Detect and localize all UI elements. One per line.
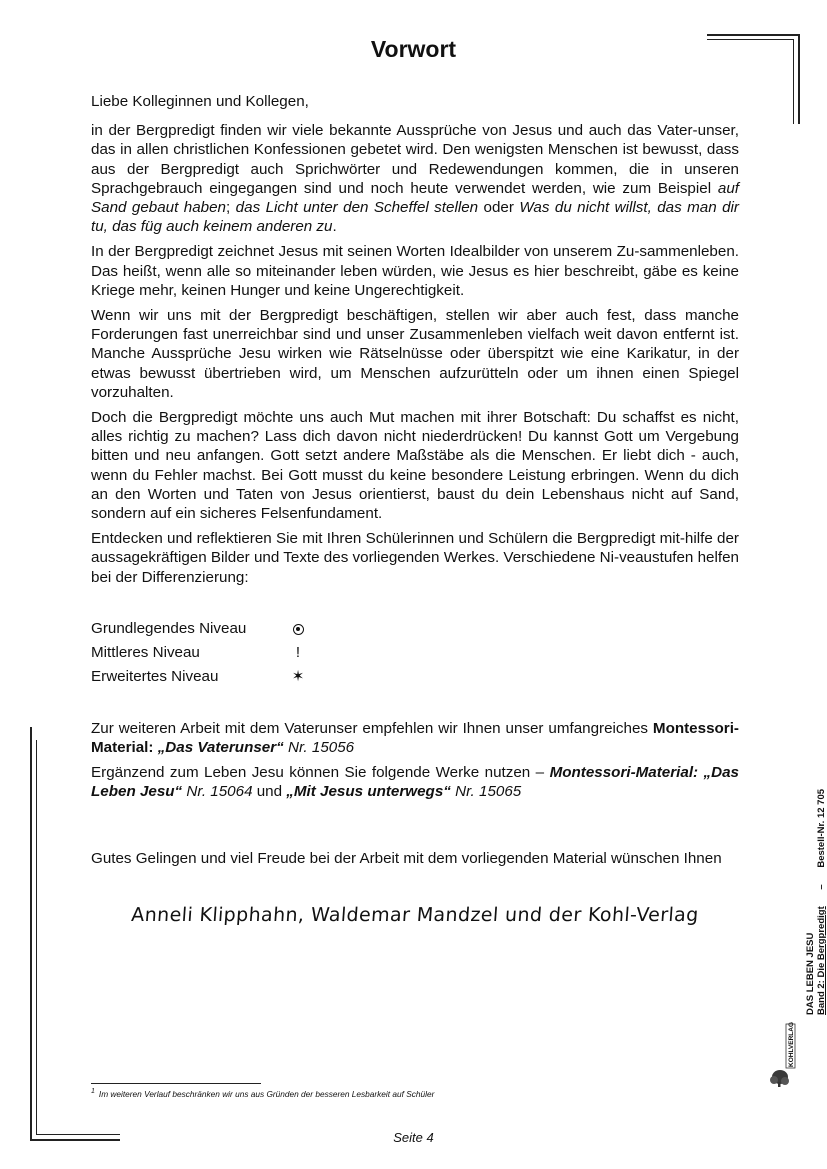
- series-band-row: [816, 785, 827, 1015]
- closing: [91, 849, 739, 868]
- paragraph-3: Wenn wir uns mit der Bergpredigt beschäftigen, stellen wir aber auch fest, dass manche Forderungen fast unerreichbar sind und unser Zusammenleben vielfach weit davon entfernt ist. Manche Aussprüche Jesu wirken wie Rätselnüsse oder überspitzt wie eine Karikatur, in der etwas bewusst übertrieben wird, um Menschen aufzurütteln oder um ihnen einen Spiegel vorzuhalten.: [91, 307, 739, 401]
- text-run: Nr. 15065: [450, 783, 522, 801]
- text-run: das Licht unter den Scheffel stellen: [235, 199, 479, 217]
- frame-bottom-left-v1: [30, 727, 32, 1140]
- level-basic-label: Grundlegendes Niveau: [91, 620, 247, 638]
- paragraph-1: [91, 121, 739, 236]
- text-run: .: [332, 218, 337, 236]
- series-separator: –: [816, 884, 827, 890]
- series-sidebar: [805, 785, 827, 1015]
- text-run: in der Bergpredigt finden wir viele bekannte Aussprüche von Jesus und auch das Vater-unser, das in allen christlichen Konfessionen gebetet wird. Den wenigsten Menschen ist bewusst, dass aus der Bergpredigt auch Sprichwörter und Redewendungen kommen, die in unseren Sprachgebrauch eingegangen sind und noch heute verwendet werden, wie zum Beispiel: [91, 122, 739, 197]
- preface-body: [91, 92, 739, 868]
- series-title: DAS LEBEN JESU: [805, 932, 816, 1015]
- page-number: Seite 4: [393, 1130, 434, 1145]
- difficulty-levels-legend: [91, 617, 739, 689]
- text-run: Nr. 15064: [182, 783, 253, 801]
- level-medium-label: Mittleres Niveau: [91, 644, 200, 662]
- text-run: Nr. 15056: [283, 739, 355, 757]
- footnote-text: Im weiteren Verlauf beschränken wir uns aus Gründen der besseren Lesbarkeit auf Schüler: [98, 1088, 435, 1099]
- page-title: Vorwort: [370, 36, 457, 62]
- paragraph-7: [91, 763, 739, 801]
- level-advanced-label: Erweitertes Niveau: [91, 668, 219, 686]
- order-number: Bestell-Nr. 12 705: [816, 788, 827, 868]
- signature: Anneli Klipphahn, Waldemar Mandzel und der Kohl-Verlag: [130, 904, 700, 926]
- text-run: und: [252, 783, 287, 801]
- target-icon: [291, 619, 305, 638]
- series-band: Band 2: Die Bergpredigt: [816, 906, 827, 1015]
- footnote-mark: 1: [91, 1088, 95, 1095]
- footnote: [91, 1088, 434, 1099]
- level-basic: [91, 617, 739, 641]
- frame-bottom-left-v2: [36, 740, 37, 1135]
- text-run: Was du nicht willst, das man dir tu, das füg auch keinem anderen zu: [91, 199, 739, 236]
- text-run: Montessori-Material: „Das Leben Jesu“: [91, 764, 739, 801]
- star-icon: ✶: [291, 668, 305, 686]
- exclamation-icon: !: [295, 644, 301, 662]
- kohl-verlag-logo: [766, 1022, 798, 1088]
- paragraph-2: In der Bergpredigt zeichnet Jesus mit seinen Worten Idealbilder von unserem Zu-sammenleben. Das heißt, wenn alle so miteinander leben würden, wie Jesus es hier beschreibt, gäbe es keine Kriege mehr, keinen Hunger und keine Ungerechtigkeit.: [91, 243, 739, 299]
- text-run: Montessori-Material:: [91, 719, 739, 757]
- level-medium: [91, 641, 739, 665]
- text-run: oder: [478, 199, 520, 217]
- greeting: Gutes Gelingen und viel Freude bei der Arbeit mit dem vorliegenden Material wünschen Ihnen: [91, 849, 722, 867]
- paragraph-6: [91, 719, 739, 757]
- text-run: „Das Vaterunser“: [157, 739, 284, 757]
- text-run: Ergänzend zum Leben Jesu können Sie folgende Werke nutzen –: [91, 764, 550, 782]
- text-run: auf Sand gebaut haben: [91, 179, 739, 217]
- footnote-divider: [91, 1083, 261, 1084]
- salutation: Liebe Kolleginnen und Kollegen,: [91, 93, 309, 110]
- level-advanced: [91, 665, 739, 689]
- text-run: „Mit Jesus unterwegs“: [286, 783, 451, 801]
- text-run: ;: [226, 199, 236, 217]
- paragraph-5: Entdecken und reflektieren Sie mit Ihren Schülerinnen und Schülern die Bergpredigt mit-hilfe der aussagekräftigen Bilder und Texte des vorliegenden Werkes. Verschiedene Ni-veaustufen helfen bei der Differenzierung:: [91, 530, 739, 586]
- paragraph-4: Doch die Bergpredigt möchte uns auch Mut machen mit ihrer Botschaft: Du schaffst es nicht, alles richtig zu machen? Lass dich davon nicht niederdrücken! Du kannst Gott um Vergebung bitten und neu anfangen. Gott setzt andere Maßstäbe als die Menschen. Er liebt dich - auch, wenn du Fehler machst. Bei Gott musst du keine besondere Leistung erbringen. Wenn du dich an den Worten und Taten von Jesus orientierst, baust du dein Lebenshaus nicht auf Sand, sondern auf ein sicheres Felsenfundament.: [91, 409, 739, 523]
- text-run: Zur weiteren Arbeit mit dem Vaterunser empfehlen wir Ihnen unser umfangreiches: [91, 719, 653, 737]
- logo-text: KOHLVERLAG: [788, 1022, 795, 1067]
- recommendations: [91, 719, 739, 802]
